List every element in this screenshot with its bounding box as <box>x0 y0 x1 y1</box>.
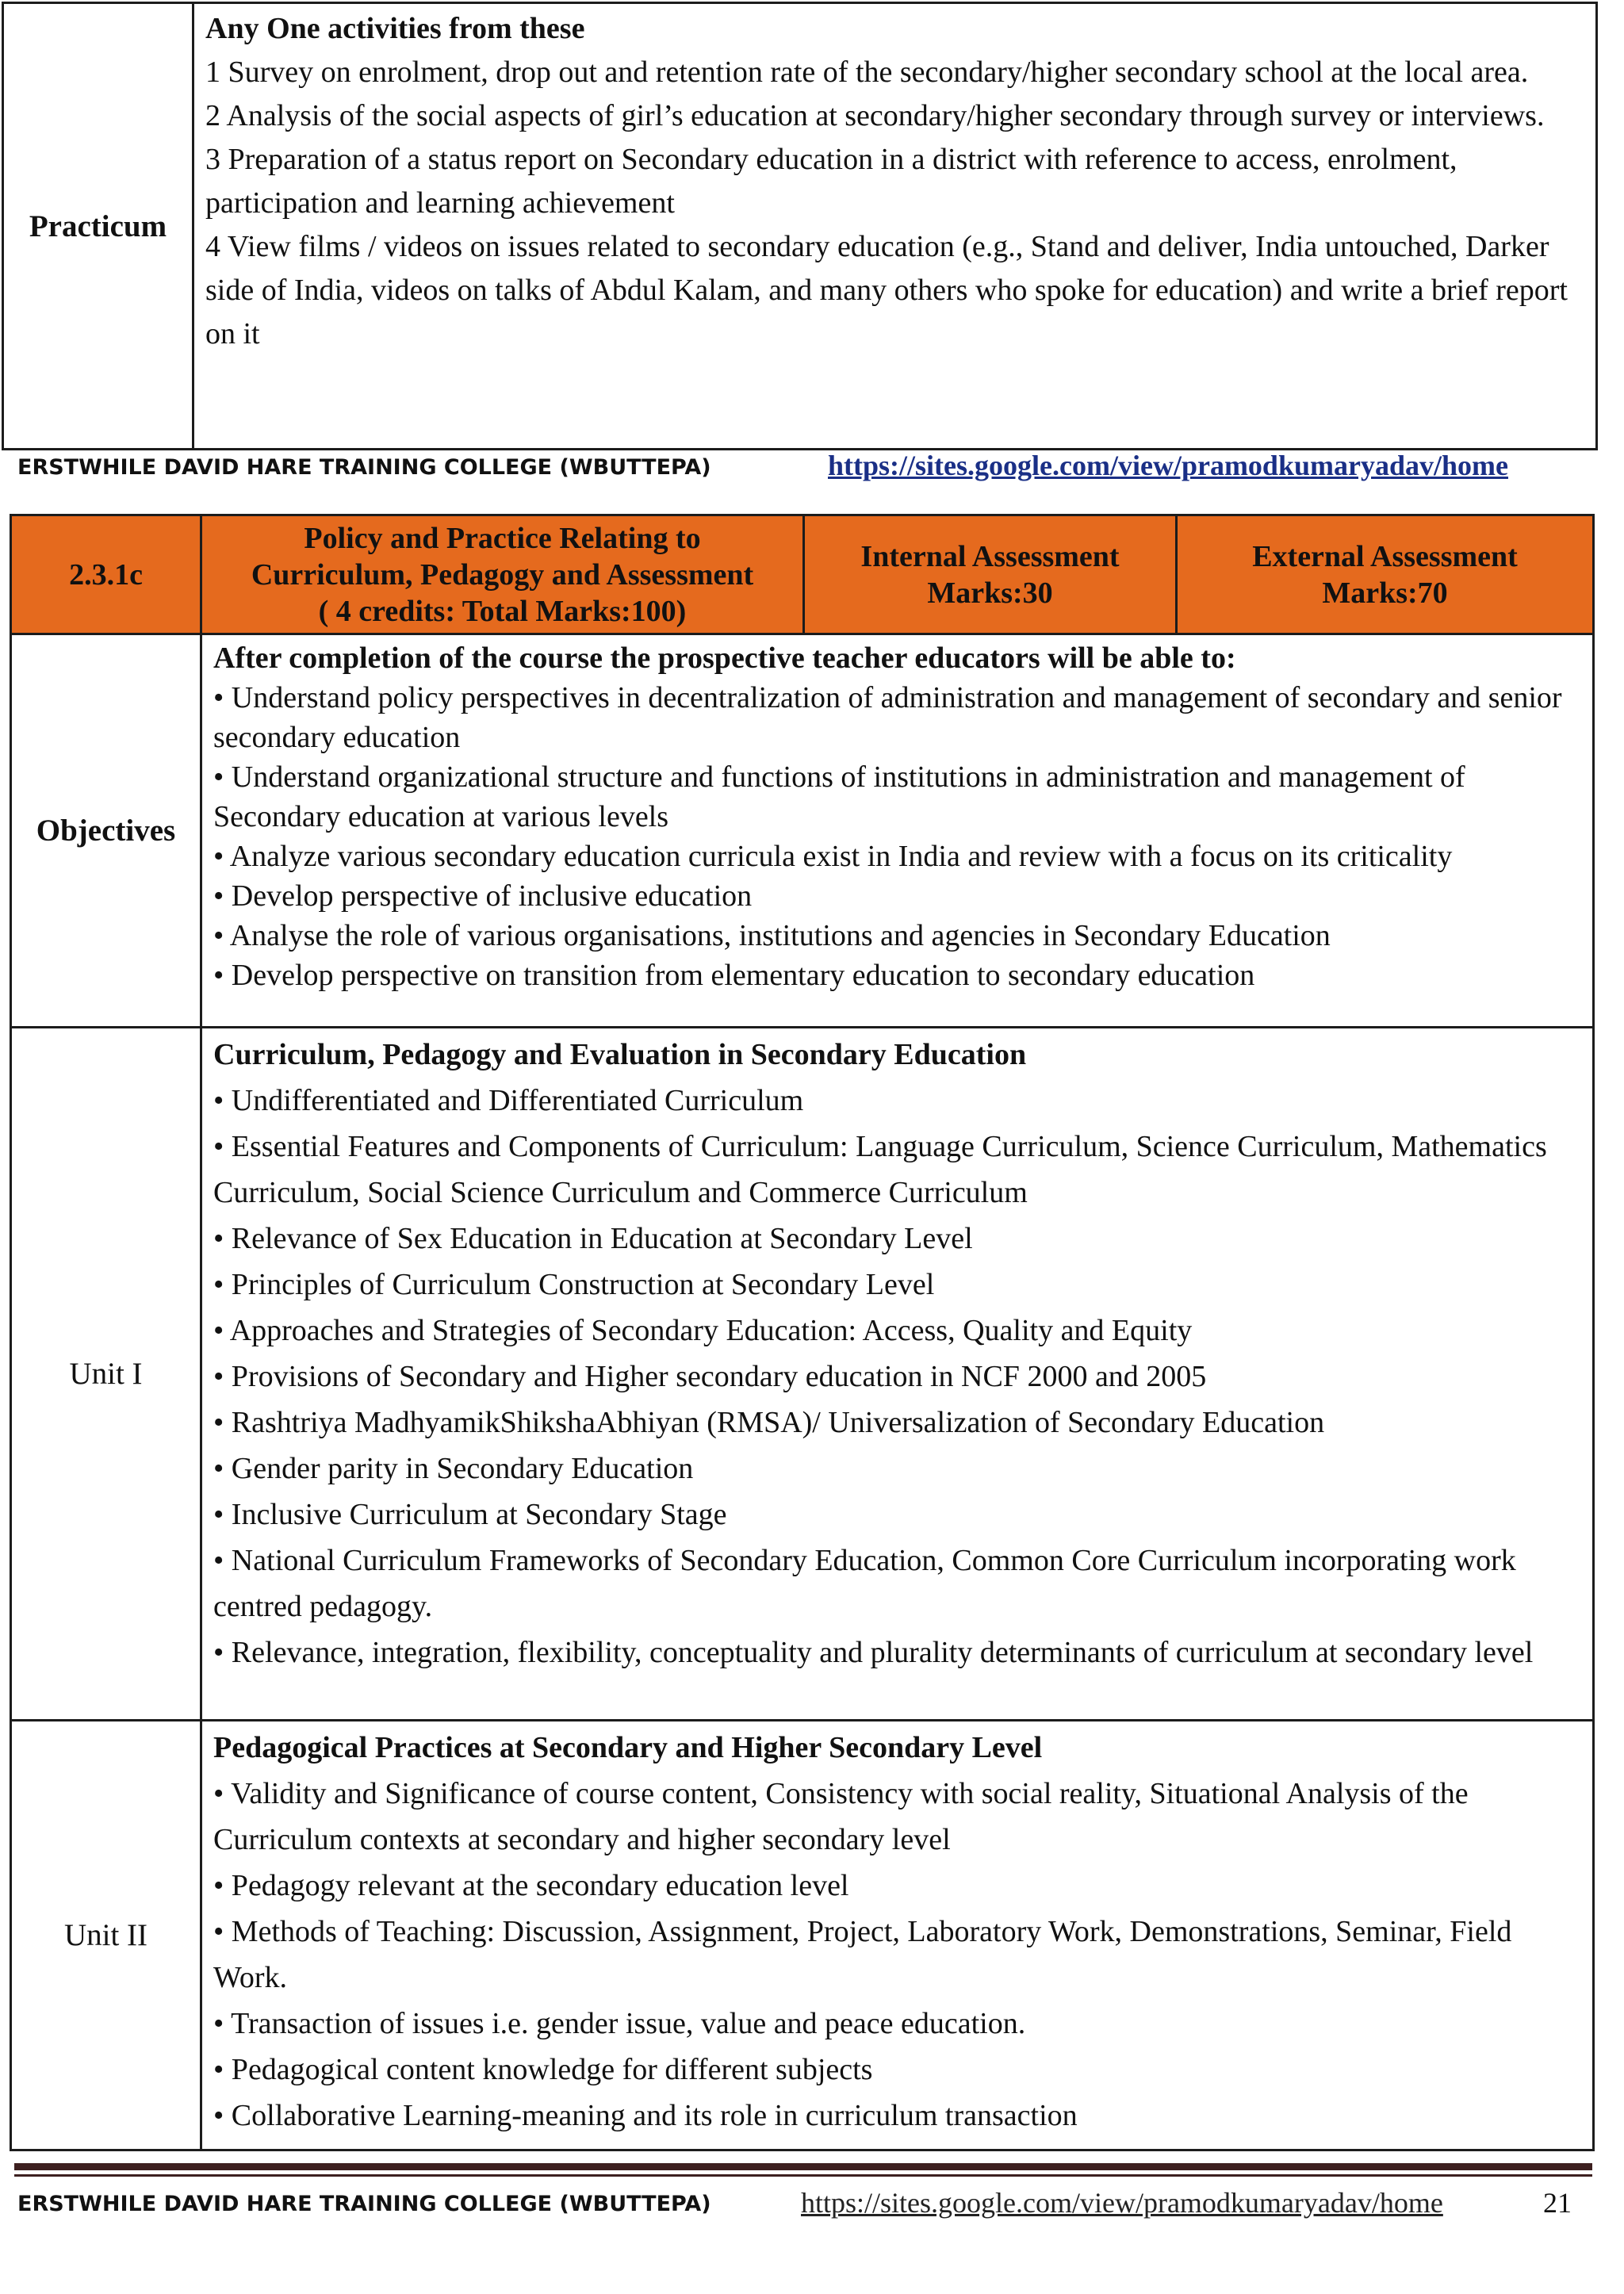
footer-rule-thick <box>14 2163 1592 2170</box>
practicum-table <box>2 2 1598 450</box>
unit2-heading: Pedagogical Practices at Secondary and Higher Secondary Level <box>213 1731 1043 1764</box>
unit2-item: • Collaborative Learning-meaning and its role in curriculum transaction <box>213 2099 1078 2132</box>
footer-college-bottom: ERSTWHILE DAVID HARE TRAINING COLLEGE (WBUTTEPA) <box>17 2192 711 2216</box>
course-title <box>201 515 804 634</box>
unit1-item: • Inclusive Curriculum at Secondary Stage <box>213 1498 727 1531</box>
practicum-item: 2 Analysis of the social aspects of girl’s education at secondary/higher secondary through survey or interviews. <box>205 99 1545 132</box>
unit1-item: • Essential Features and Components of Curriculum: Language Curriculum, Science Curriculum, Mathematics Curriculum, Social Science Curriculum and Commerce Curriculum <box>213 1130 1547 1209</box>
external-assessment-marks: Marks:70 <box>1322 576 1448 610</box>
course-title-line2: Curriculum, Pedagogy and Assessment <box>251 557 754 592</box>
objective-item: • Analyse the role of various organisations, institutions and agencies in Secondary Education <box>213 919 1331 952</box>
unit1-item: • Relevance of Sex Education in Education at Secondary Level <box>213 1222 973 1255</box>
unit1-item: • Relevance, integration, flexibility, conceptuality and plurality determinants of curriculum at secondary level <box>213 1636 1534 1669</box>
unit2-label: Unit II <box>11 1721 201 2150</box>
course-code: 2.3.1c <box>11 515 201 634</box>
objectives-label: Objectives <box>11 634 201 1028</box>
objectives-heading: After completion of the course the prospective teacher educators will be able to: <box>213 641 1236 675</box>
unit1-item: • Principles of Curriculum Construction at Secondary Level <box>213 1268 935 1301</box>
external-assessment-label: External Assessment <box>1252 539 1518 573</box>
unit2-item: • Pedagogical content knowledge for different subjects <box>213 2053 873 2086</box>
footer-url-top[interactable]: https://sites.google.com/view/pramodkumaryadav/home <box>828 450 1508 481</box>
unit1-item: • Undifferentiated and Differentiated Curriculum <box>213 1084 804 1117</box>
page-number: 21 <box>1543 2187 1572 2219</box>
internal-assessment-label: Internal Assessment <box>860 539 1120 573</box>
unit1-row <box>11 1028 1594 1721</box>
unit2-item: • Validity and Significance of course content, Consistency with social reality, Situational Analysis of the Curriculum contexts at secondary and higher secondary level <box>213 1777 1469 1856</box>
unit2-item: • Transaction of issues i.e. gender issue, value and peace education. <box>213 2007 1026 2040</box>
practicum-content <box>193 3 1597 450</box>
objective-item: • Analyze various secondary education curricula exist in India and review with a focus on its criticality <box>213 840 1453 873</box>
internal-assessment <box>804 515 1177 634</box>
practicum-heading: Any One activities from these <box>205 12 585 45</box>
unit1-item: • Rashtriya MadhyamikShikshaAbhiyan (RMSA)/ Universalization of Secondary Education <box>213 1406 1325 1439</box>
unit2-item: • Methods of Teaching: Discussion, Assignment, Project, Laboratory Work, Demonstrations, Seminar, Field Work. <box>213 1915 1512 1994</box>
unit1-heading: Curriculum, Pedagogy and Evaluation in Secondary Education <box>213 1038 1027 1071</box>
course-title-line1: Policy and Practice Relating to <box>304 521 701 555</box>
objectives-row <box>11 634 1594 1028</box>
course-title-line3: ( 4 credits: Total Marks:100) <box>318 594 687 628</box>
objectives-content <box>201 634 1594 1028</box>
course-table <box>10 514 1595 2151</box>
objective-item: • Develop perspective of inclusive education <box>213 879 753 913</box>
unit2-row <box>11 1721 1594 2150</box>
footer-college-top: ERSTWHILE DAVID HARE TRAINING COLLEGE (WBUTTEPA) <box>17 455 711 480</box>
footer-url-bottom[interactable]: https://sites.google.com/view/pramodkumaryadav/home <box>801 2187 1443 2219</box>
unit1-item: • Gender parity in Secondary Education <box>213 1452 694 1485</box>
unit1-item: • Approaches and Strategies of Secondary Education: Access, Quality and Equity <box>213 1314 1193 1347</box>
unit2-content <box>201 1721 1594 2150</box>
practicum-item: 4 View films / videos on issues related to secondary education (e.g., Stand and deliver, India untouched, Darker side of India, videos on talks of Abdul Kalam, and many others who spoke for education) and write a brief report on it <box>205 230 1568 350</box>
objective-item: • Understand policy perspectives in decentralization of administration and management of secondary and senior secondary education <box>213 681 1562 754</box>
practicum-label: Practicum <box>3 3 193 450</box>
footer-rule-thin <box>14 2174 1592 2177</box>
practicum-item: 3 Preparation of a status report on Secondary education in a district with reference to access, enrolment, participation and learning achievement <box>205 143 1457 220</box>
unit2-item: • Pedagogy relevant at the secondary education level <box>213 1869 849 1902</box>
practicum-item: 1 Survey on enrolment, drop out and retention rate of the secondary/higher secondary school at the local area. <box>205 56 1529 89</box>
course-header-row <box>11 515 1594 634</box>
internal-assessment-marks: Marks:30 <box>927 576 1053 610</box>
objective-item: • Develop perspective on transition from elementary education to secondary education <box>213 959 1255 992</box>
unit1-item: • National Curriculum Frameworks of Secondary Education, Common Core Curriculum incorporating work centred pedagogy. <box>213 1544 1516 1623</box>
unit1-label: Unit I <box>11 1028 201 1721</box>
unit1-content <box>201 1028 1594 1721</box>
external-assessment <box>1177 515 1594 634</box>
unit1-item: • Provisions of Secondary and Higher secondary education in NCF 2000 and 2005 <box>213 1360 1207 1393</box>
objective-item: • Understand organizational structure and functions of institutions in administration and management of Secondary education at various levels <box>213 760 1465 833</box>
